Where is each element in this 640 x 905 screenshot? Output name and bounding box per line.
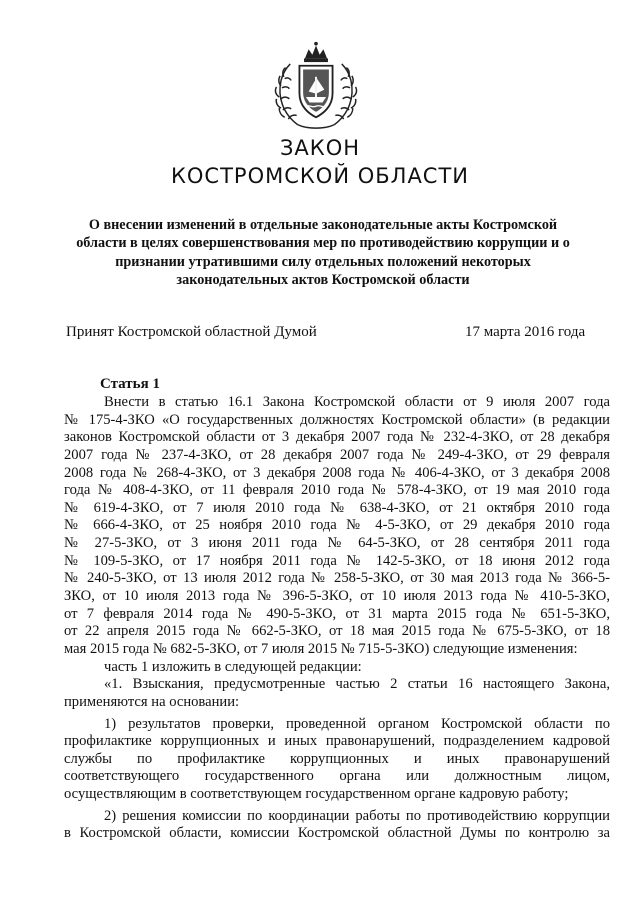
text-line: соответствующего государственного органа или должностным лицом, xyxy=(64,768,610,785)
text-line: осуществляющим в соответствующем государственном органе кадровую работу; xyxy=(64,786,569,803)
text-line: 2008 года № 268-4-ЗКО, от 3 декабря 2008 года № 406-4-ЗКО, от 3 декабря 2008 xyxy=(64,464,610,481)
subtitle-line: области в целях совершенствования мер по противодействию коррупции и о xyxy=(76,235,570,252)
text-line: года № 408-4-ЗКО, от 11 февраля 2010 года № 578-4-ЗКО, от 19 мая 2010 года xyxy=(64,482,610,499)
text-line: 2) решения комиссии по координации работы по противодействию коррупции xyxy=(104,807,610,824)
paragraph-item-1 xyxy=(64,716,610,804)
law-region: КОСТРОМСКОЙ ОБЛАСТИ xyxy=(170,164,470,188)
text-line: № 175-4-ЗКО «О государственных должностях Костромской области» (в редакции xyxy=(64,411,610,428)
text-line: Внести в статью 16.1 Закона Костромской области от 9 июля 2007 года xyxy=(104,394,610,410)
text-line: применяются на основании: xyxy=(64,693,240,710)
text-line: службы по профилактике коррупционных и иных правонарушений xyxy=(64,750,610,767)
law-subtitle xyxy=(58,216,588,289)
text-line: 2007 года № 237-4-ЗКО, от 28 декабря 2007 года № 249-4-ЗКО, от 29 февраля xyxy=(64,446,610,463)
subtitle-line: законодательных актов Костромской области xyxy=(176,271,470,288)
subtitle-line: признании утратившими силу отдельных положений некоторых xyxy=(115,253,531,270)
adoption-date: 17 марта 2016 года xyxy=(465,324,586,340)
coat-of-arms-emblem xyxy=(270,40,362,132)
text-line: № 666-4-ЗКО, от 25 ноября 2010 года № 4-5-ЗКО, от 29 декабря 2010 года xyxy=(64,517,610,534)
adopted-by: Принят Костромской областной Думой xyxy=(66,324,317,340)
text-line: № 27-5-ЗКО, от 3 июня 2011 года № 64-5-ЗКО, от 28 сентября 2011 года xyxy=(64,535,610,552)
law-title: ЗАКОН xyxy=(279,136,361,160)
text-line: № 240-5-ЗКО, от 13 июля 2012 года № 258-5-ЗКО, от 30 мая 2013 года № 366-5- xyxy=(64,570,610,587)
text-line: законов Костромской области от 3 декабря 2007 года № 232-4-ЗКО, от 28 декабря xyxy=(64,429,610,446)
text-line: № 619-4-ЗКО, от 7 июля 2010 года № 638-4-ЗКО, от 21 октября 2010 года xyxy=(64,499,610,516)
text-line: от 7 февраля 2014 года № 490-5-ЗКО, от 31 марта 2015 года № 651-5-ЗКО, xyxy=(64,605,610,622)
paragraph-amendment xyxy=(64,394,610,659)
text-line: в Костромской области, комиссии Костромской областной Думы по контролю за xyxy=(64,825,610,842)
text-line: № 109-5-ЗКО, от 17 ноября 2011 года № 142-5-ЗКО, от 18 июня 2012 года xyxy=(64,552,610,569)
article-heading: Статья 1 xyxy=(100,376,160,392)
text-line: от 22 апреля 2015 года № 662-5-ЗКО, от 18 мая 2015 года № 675-5-ЗКО, от 18 xyxy=(64,623,610,640)
article-body xyxy=(64,394,610,843)
paragraph-penalties xyxy=(64,676,610,711)
subtitle-line: О внесении изменений в отдельные законодательные акты Костромской xyxy=(88,217,558,233)
text-line: мая 2015 года № 682-5-ЗКО, от 7 июля 2015 № 715-5-ЗКО) следующие изменения: xyxy=(64,640,578,657)
paragraph-instruction: часть 1 изложить в следующей редакции: xyxy=(104,658,362,675)
text-line: 1) результатов проверки, проведенной органом Костромской области по xyxy=(104,715,610,732)
paragraph-item-2 xyxy=(64,808,610,843)
text-line: ЗКО, от 10 июля 2013 года № 396-5-ЗКО, от 10 июля 2013 года № 410-5-ЗКО, xyxy=(64,588,610,605)
text-line: профилактике коррупционных и иных правонарушений, подразделением кадровой xyxy=(64,733,610,750)
text-line: «1. Взыскания, предусмотренные частью 2 статьи 16 настоящего Закона, xyxy=(104,676,610,693)
